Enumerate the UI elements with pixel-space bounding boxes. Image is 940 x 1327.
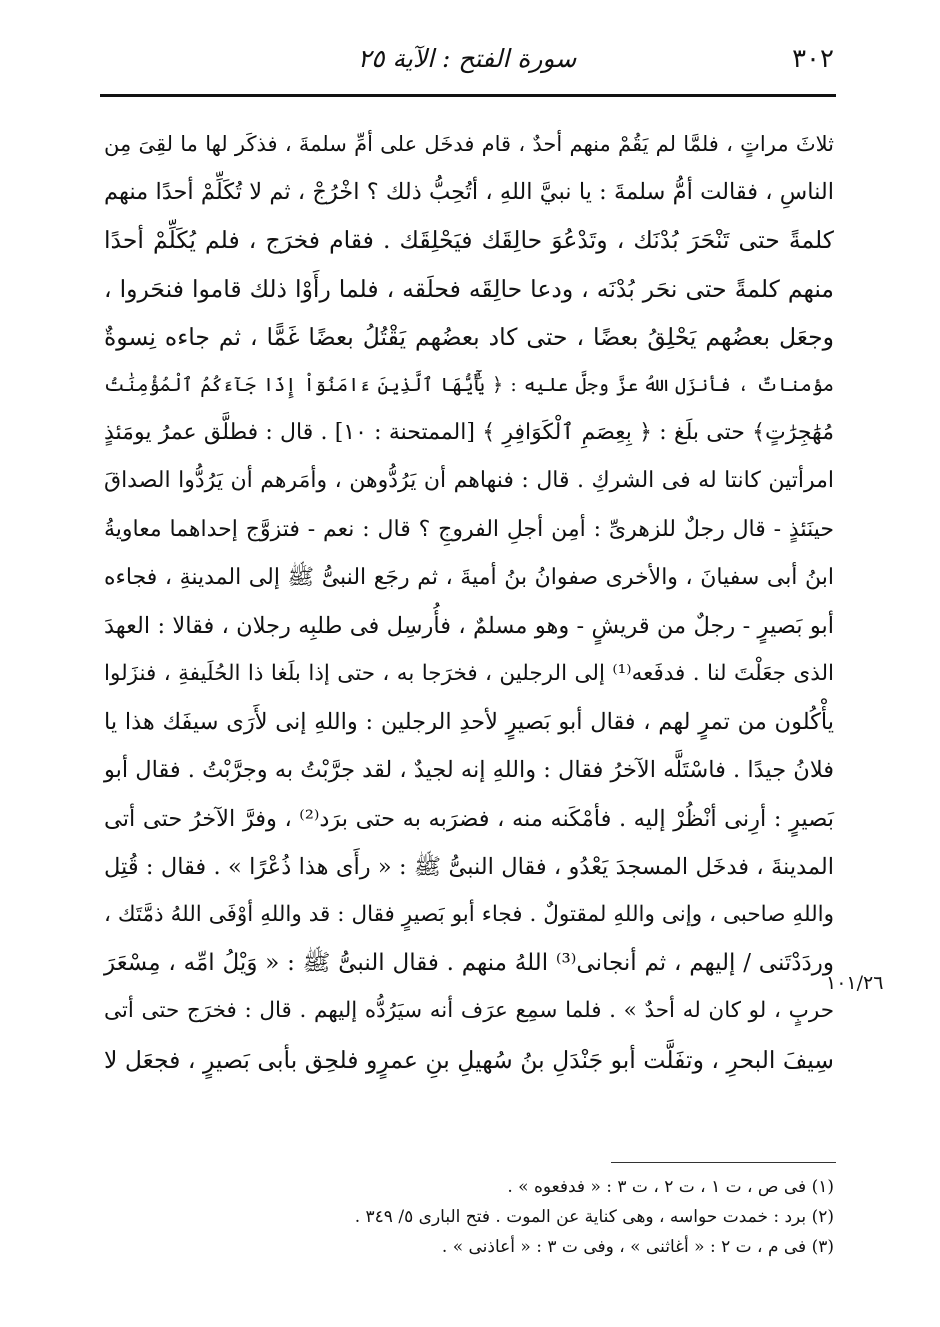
text-line: حربٍ ، لو كان له أحدٌ » . فلما سمِع عرَف أنه سيَرُدُّه إليهم . قال : فخرَج حتى أتى bbox=[104, 998, 834, 1024]
text-line: سِيفَ البحرِ ، وتفَلَّت أبو جَنْدَلِ بنُ سُهيلِ بنِ عمرٍو فلحِق بأبى بَصيرٍ ، فجعَل لا bbox=[104, 1045, 834, 1074]
margin-reference: ١٠١/٢٦ bbox=[826, 972, 884, 994]
text-line: المدينةَ ، فدخَل المسجدَ يَعْدُو ، فقال النبىُّ ﷺ : « رأَى هذا ذُعْرًا » . فقال : قُتِل bbox=[104, 853, 834, 880]
text-line: يأْكُلون من تمرٍ لهم ، فقال أبو بَصيرٍ لأحدِ الرجلين : واللهِ إنى لأَرَى سيفَك هذا يا bbox=[104, 709, 834, 736]
text-line: الناسِ ، فقالت أمُّ سلمةَ : يا نبيَّ اللهِ ، أتُحِبُّ ذلك ؟ اخْرُجْ ، ثم لا تُكَلِّمْ أحدًا منهم bbox=[104, 179, 834, 206]
text-line: امرأتين كانتا له فى الشركِ . قال : فنهاهم أن يَرُدُّوهن ، وأمَرهم أن يَرُدُّوا الصداقَ bbox=[104, 468, 834, 494]
text-line: مُهَٰجِرَٰتٍ﴾ حتى بلَغ : ﴿ بِعِصَمِ ٱلْكَوَافِرِ ﴾ [الممتحنة : ١٠] . قال : فطلَّق عمرُ يومَئذٍ bbox=[104, 420, 834, 446]
text-line: وردَدْتَنى / إليهم ، ثم أنجانى⁽³⁾ اللهُ منهم . فقال النبىُّ ﷺ : « وَيْلُ امِّه ، مِسْعَرَ bbox=[104, 950, 835, 977]
text-line: كلمةً حتى تَنْحَرَ بُدْنَك ، وتَدْعُوَ حالِقَك فيَحْلِقَك . فقام فخرَج ، فلم يُكَلِّمْ أحدًا bbox=[104, 226, 834, 255]
text-line: ثلاثَ مراتٍ ، فلمَّا لم يَقُمْ منهم أحدٌ ، قام فدخَل على أمِّ سلمةَ ، فذكَر لها ما لقِىَ مِن bbox=[104, 132, 834, 156]
text-line: مؤمناتٌ ، فأنزَل اللهُ عزَّ وجلَّ عليه : ﴿ يَٰٓأَيُّهَا ٱلَّذِينَ ءَامَنُوٓاْ إِذَا جَآءَكُمُ ٱلْمُؤْمِنَٰتُ bbox=[104, 373, 834, 396]
text-line: حينَئذٍ - قال رجلٌ للزهرىِّ : أمِن أجلِ الفروجِ ؟ قال : نعم - فتزوَّج إحداهما معاويةُ bbox=[104, 516, 834, 542]
text-line: منهم كلمةً حتى نحَر بُدْنَه ، ودعا حالِقَه فحلَقه ، فلما رأَوْا ذلك قاموا فنحَروا ، bbox=[104, 274, 834, 303]
footnote: (٢) برد : خمدت حواسه ، وهى كناية عن الموت . فتح البارى ٥/ ٣٤٩ . bbox=[354, 1207, 834, 1227]
text-line: الذى جعَلْتَ لنا . فدفَعه⁽¹⁾ إلى الرجلين ، فخرَجا به ، حتى إذا بلَغا ذا الحُلَيفةِ ، فنزَلوا bbox=[104, 661, 835, 687]
text-line: أبو بَصيرٍ - رجلٌ من قريشٍ - وهو مسلمٌ ، فأُرسِل فى طلبِه رجلان ، فقالا : العهدَ bbox=[104, 612, 834, 639]
footnote: (٣) فى م ، ت ٢ : « أغاثنى » ، وفى ت ٣ : « أعاذنى » . bbox=[441, 1237, 834, 1257]
text-line: فلانُ جيدًا . فاسْتَلَّه الآخرُ فقال : واللهِ إنه لجيدٌ ، لقد جرَّبْتُ به وجرَّبْتُ . فقال أبو bbox=[104, 757, 834, 784]
footnote-rule bbox=[611, 1162, 836, 1163]
footnote: (١) فى ص ، ت ١ ، ت ٢ ، ت ٣ : « فدفعوه » . bbox=[507, 1177, 834, 1197]
body-text bbox=[104, 120, 834, 1084]
page-number: ٣٠٢ bbox=[792, 44, 834, 74]
text-line: واللهِ صاحبى ، وإنى واللهِ لمقتولٌ . فجاء أبو بَصيرٍ فقال : قد واللهِ أوْفَى اللهُ ذمَّتَك ، bbox=[104, 902, 834, 927]
footnotes bbox=[104, 1172, 834, 1262]
page-header bbox=[100, 40, 834, 88]
text-line: بَصيرٍ : أرِنى أنْظُرْ إليه . فأمْكَنه منه ، فضرَبه به حتى برَد⁽²⁾ ، وفرَّ الآخرُ حتى أتى bbox=[104, 805, 834, 832]
text-line: ابنُ أبى سفيانَ ، والأخرى صفوانُ بنُ أميةَ ، ثم رجَع النبىُّ ﷺ إلى المدينةِ ، فجاءه bbox=[104, 564, 834, 590]
text-line: وجعَل بعضُهم يَحْلِقُ بعضًا ، حتى كاد بعضُهم يَقْتُلُ بعضًا غَمًّا ، ثم جاءه نِسوةٌ bbox=[104, 322, 834, 351]
header-rule bbox=[100, 94, 836, 97]
running-title: سورة الفتح : الآية ٢٥ bbox=[357, 44, 577, 73]
